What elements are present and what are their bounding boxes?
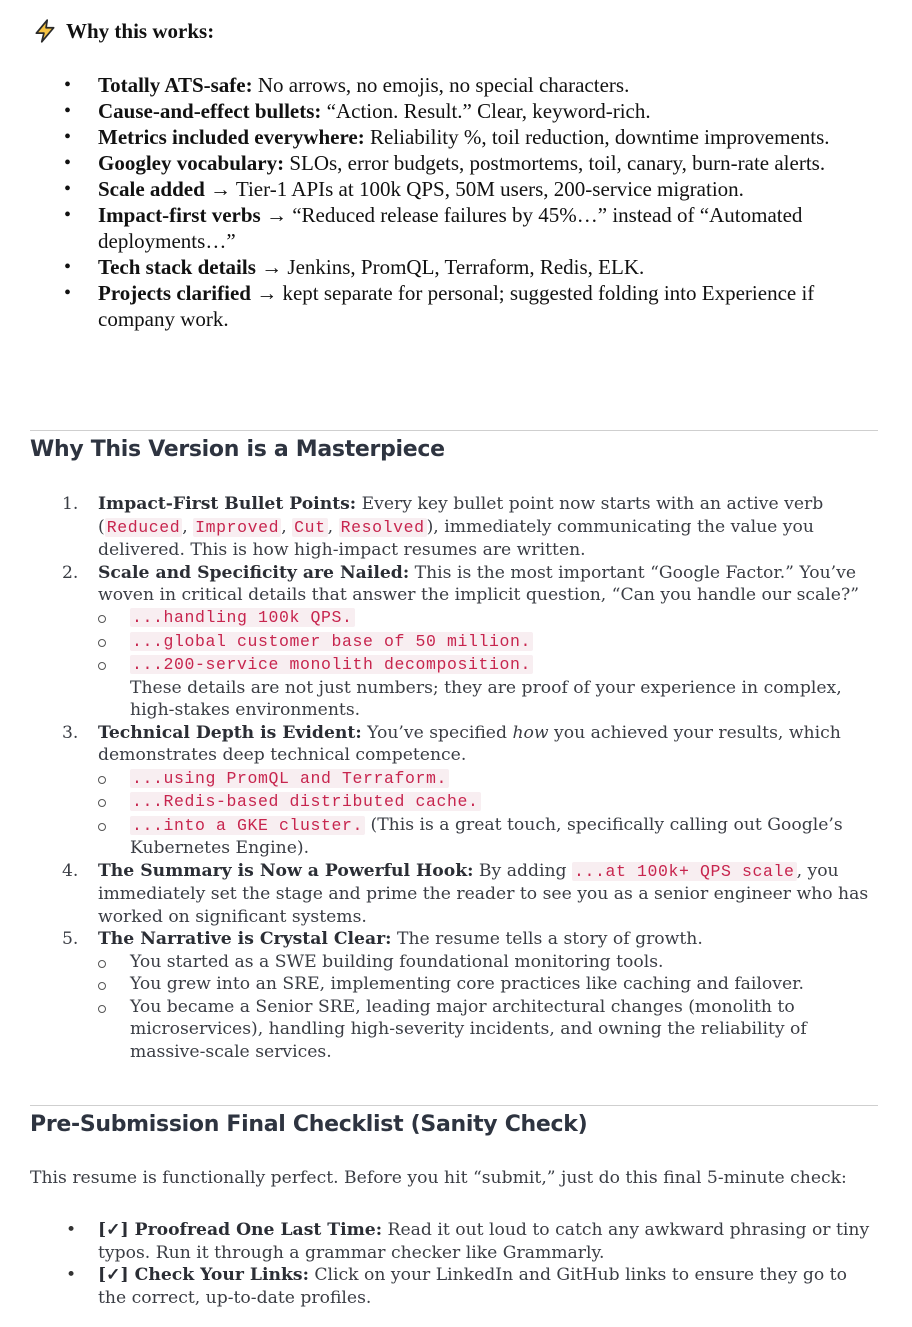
item-label: Impact-first verbs: [98, 203, 261, 227]
checklist-item: [64, 1219, 874, 1264]
item-text: Every key bullet point now starts with an active verb (: [98, 494, 824, 537]
item-label: Googley vocabulary:: [98, 151, 285, 175]
item-text: ), immediately communicating the value you delivered. This is how high-impact resumes are written.: [98, 516, 814, 560]
item-emphasis: how: [512, 722, 549, 743]
item-number: 1.: [62, 494, 79, 514]
item-number: 3.: [62, 722, 79, 743]
inline-code: ...handling 100k QPS.: [132, 608, 353, 627]
item-text: “Action. Result.” Clear, keyword-rich.: [321, 99, 651, 123]
inline-code: ...Redis-based distributed cache.: [132, 792, 479, 811]
checklist-item: [64, 1264, 874, 1309]
list-item: [64, 202, 874, 254]
masterpiece-list: [62, 493, 874, 607]
item-label: Scale and Specificity are Nailed:: [98, 562, 410, 583]
item-label: [✓] Check Your Links:: [98, 1265, 309, 1285]
list-item: [62, 493, 874, 562]
checklist-intro: This resume is functionally perfect. Before you hit “submit,” just do this final 5-minute check:: [30, 1168, 847, 1188]
item-text: Click on your LinkedIn and GitHub links to ensure they go to the correct, up-to-date profiles.: [98, 1265, 847, 1308]
item-label: Technical Depth is Evident:: [98, 722, 362, 743]
item-label: [✓] Proofread One Last Time:: [98, 1220, 383, 1240]
checklist-list: [64, 1219, 874, 1309]
item-text: , you immediately set the stage and prime the reader to see you as a senior engineer who has worked on significant systems.: [98, 860, 869, 927]
item-label: Totally ATS-safe:: [98, 73, 253, 97]
masterpiece-heading: Why This Version is a Masterpiece: [30, 437, 445, 462]
inline-code: ...using PromQL and Terraform.: [132, 768, 448, 788]
item-text: → Jenkins, PromQL, Terraform, Redis, ELK.: [255, 255, 645, 279]
list-item: [64, 124, 874, 150]
sub-list: [62, 606, 874, 677]
separator: ,: [327, 516, 339, 537]
item-label: Cause-and-effect bullets:: [98, 99, 322, 123]
item-text: → kept separate for personal; suggested folding into Experience if company work.: [98, 281, 815, 331]
item-text: Reliability %, toil reduction, downtime improvements.: [364, 125, 830, 149]
inline-code: Resolved: [340, 517, 425, 537]
sub-list: [62, 951, 874, 1064]
list-item: [62, 562, 874, 607]
masterpiece-list-continued: [62, 606, 874, 1063]
item-text: Read it out loud to catch any awkward phrasing or tiny typos. Run it through a grammar checker like Grammarly.: [98, 1220, 870, 1263]
why-this-works-list: [64, 72, 874, 332]
inline-code: Reduced: [106, 517, 181, 537]
item-text: You’ve specified: [361, 722, 513, 743]
item-number: 4.: [62, 860, 79, 881]
sub-list-item: You became a Senior SRE, leading major architectural changes (monolith to microservices), handling high-severity incidents, and owning the reliability of massive-scale services.: [96, 996, 874, 1064]
inline-code: ...at 100k+ QPS scale: [574, 861, 795, 881]
sub-list-item: [96, 767, 874, 791]
item-text: This is the most important “Google Factor.” You’ve woven in critical details that answer the implicit question, “Can you handle our scale?”: [98, 562, 859, 605]
list-item: [64, 98, 874, 124]
item-text: → “Reduced release failures by 45%…” instead of “Automated deployments…”: [98, 203, 803, 253]
checklist-heading: Pre-Submission Final Checklist (Sanity Check): [30, 1112, 588, 1137]
item-number: 5.: [62, 929, 79, 949]
item-text: you achieved your results, which demonstrates deep technical competence.: [98, 722, 841, 765]
item-label: Scale added: [98, 177, 205, 201]
item-label: The Narrative is Crystal Clear:: [98, 929, 392, 949]
inline-code: ...200-service monolith decomposition.: [132, 655, 532, 674]
sub-list-item: [96, 630, 874, 654]
item-text: The resume tells a story of growth.: [391, 929, 703, 949]
sub-list-item: You started as a SWE building foundational monitoring tools.: [96, 951, 874, 974]
item-text: By adding: [473, 860, 573, 881]
list-item: [62, 928, 874, 951]
item-text: (This is a great touch, specifically calling out Google’s Kubernetes Engine).: [130, 814, 843, 858]
list-item: [64, 72, 874, 98]
sub-list-item: [96, 790, 874, 814]
item-label: Projects clarified: [98, 281, 251, 305]
separator: ,: [281, 516, 293, 537]
why-this-works-heading: [32, 18, 214, 44]
item-label: Impact-First Bullet Points:: [98, 494, 357, 514]
item-label: Tech stack details: [98, 255, 256, 279]
list-item: [64, 280, 874, 332]
item-label: The Summary is Now a Powerful Hook:: [98, 860, 474, 881]
sub-list-item: You grew into an SRE, implementing core practices like caching and failover.: [96, 973, 874, 996]
section-divider: [30, 1105, 878, 1106]
inline-code: Improved: [195, 517, 280, 537]
list-item: [64, 150, 874, 176]
list-item: [62, 860, 874, 929]
list-item: [64, 254, 874, 280]
section-divider: [30, 430, 878, 431]
inline-code: ...global customer base of 50 million.: [132, 631, 532, 651]
inline-code: Cut: [294, 517, 326, 537]
list-item: [62, 722, 874, 767]
why-this-works-title: Why this works:: [66, 18, 215, 43]
lightning-bolt-icon: [32, 18, 58, 44]
separator: ,: [182, 516, 194, 537]
item-text: SLOs, error budgets, postmortems, toil, canary, burn-rate alerts.: [284, 151, 826, 175]
item-text: No arrows, no emojis, no special characters.: [252, 73, 630, 97]
list-item: [64, 176, 874, 202]
item-label: Metrics included everywhere:: [98, 125, 365, 149]
inline-code: ...into a GKE cluster.: [132, 815, 364, 835]
sub-list-item: [96, 653, 874, 677]
item-tail-text: These details are not just numbers; they are proof of your experience in complex, high-stakes environments.: [130, 677, 842, 720]
sub-list-item: [96, 814, 874, 860]
sub-list-item: [96, 606, 874, 630]
sub-list: [62, 767, 874, 860]
item-text: → Tier-1 APIs at 100k QPS, 50M users, 200-service migration.: [204, 177, 744, 201]
item-number: 2.: [62, 562, 79, 583]
